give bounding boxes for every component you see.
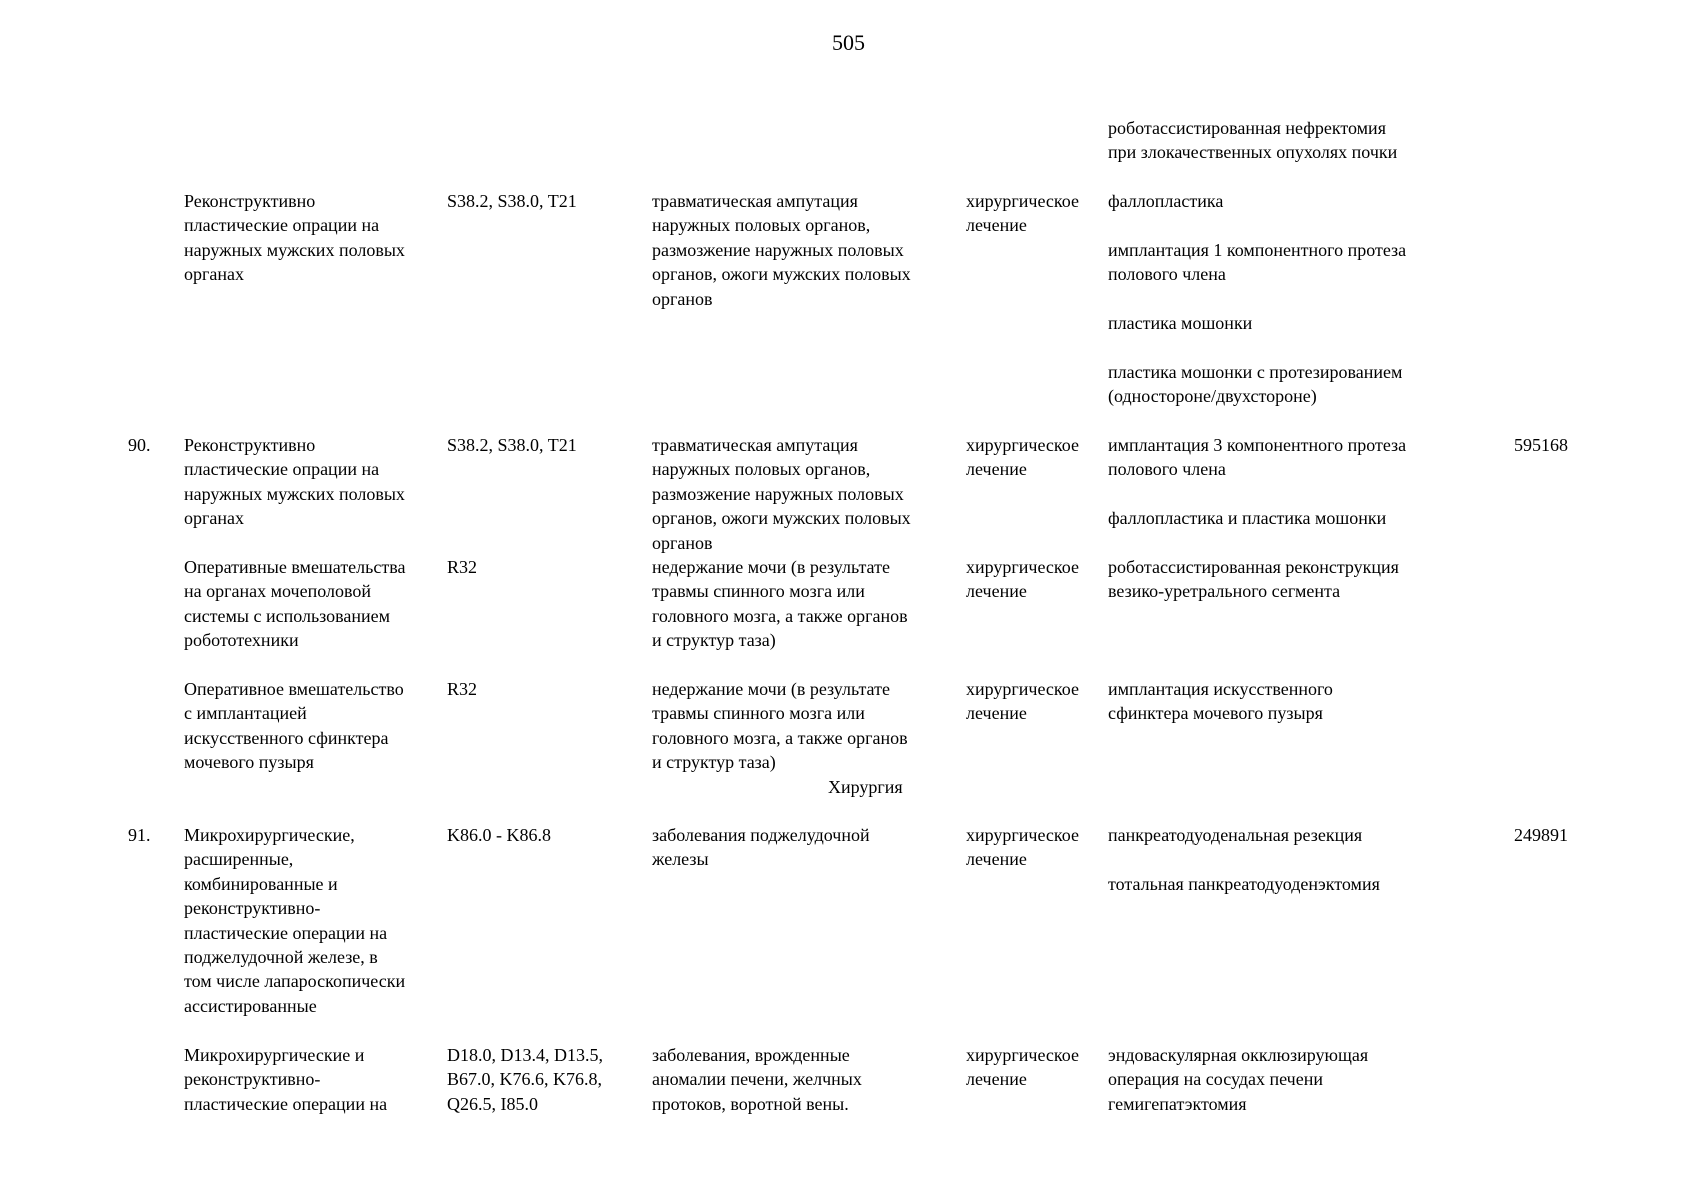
treatment-type: хирургическое лечение	[966, 191, 1079, 236]
section-heading: Хирургия	[828, 777, 903, 797]
method-text: тотальная панкреатодуоденэктомия	[1108, 874, 1380, 894]
diagnosis: заболевания поджелудочной железы	[652, 825, 870, 870]
method-text: имплантация 3 компонентного протеза полового члена	[1108, 435, 1407, 480]
diagnosis: травматическая ампутация наружных половых органов, размозжение наружных половых органов, ожоги мужских половых органов	[652, 435, 911, 553]
diagnosis: заболевания, врожденные аномалии печени, желчных протоков, воротной вены.	[652, 1045, 862, 1114]
method-text: панкреатодуоденальная резекция	[1108, 825, 1363, 845]
icd-codes: D18.0, D13.4, D13.5, B67.0, K76.6, K76.8, Q26.5, I85.0	[447, 1045, 603, 1114]
method-text: фаллопластика	[1108, 191, 1224, 211]
method-text: роботассистированная нефректомия при злокачественных опухолях почки	[1108, 118, 1398, 163]
icd-codes: R32	[447, 679, 478, 699]
row-number: 90.	[128, 435, 151, 455]
service-name: Реконструктивно пластические опрации на наружных мужских половых органах	[184, 435, 405, 529]
service-name: Микрохирургические, расширенные, комбинированные и реконструктивно- пластические операции на поджелудочной железе, в том числе лапароскопически ассистированные	[184, 825, 406, 1016]
method-text: пластика мошонки	[1108, 313, 1253, 333]
icd-codes: S38.2, S38.0, T21	[447, 191, 577, 211]
treatment-type: хирургическое лечение	[966, 435, 1079, 480]
cost-value: 249891	[1514, 825, 1568, 845]
cost-value: 595168	[1514, 435, 1568, 455]
diagnosis: недержание мочи (в результате травмы спинного мозга или головного мозга, а также органов и структур таза)	[652, 557, 908, 651]
icd-codes: K86.0 - K86.8	[447, 825, 551, 845]
icd-codes: S38.2, S38.0, T21	[447, 435, 577, 455]
diagnosis: недержание мочи (в результате травмы спинного мозга или головного мозга, а также органов и структур таза)	[652, 679, 908, 773]
row-number: 91.	[128, 825, 151, 845]
service-name: Оперативные вмешательства на органах мочеполовой системы с использованием робототехники	[184, 557, 406, 651]
method-text: эндоваскулярная окклюзирующая операция на сосудах печени гемигепатэктомия	[1108, 1045, 1369, 1114]
treatment-type: хирургическое лечение	[966, 557, 1079, 602]
method-text: имплантация 1 компонентного протеза полового члена	[1108, 240, 1407, 285]
treatment-type: хирургическое лечение	[966, 1045, 1079, 1090]
method-text: фаллопластика и пластика мошонки	[1108, 508, 1387, 528]
method-text: имплантация искусственного сфинктера мочевого пузыря	[1108, 679, 1333, 724]
method-text: пластика мошонки с протезированием (одностороне/двухстороне)	[1108, 362, 1403, 407]
service-name: Реконструктивно пластические опрации на наружных мужских половых органах	[184, 191, 405, 285]
page-number: 505	[832, 30, 865, 55]
treatment-type: хирургическое лечение	[966, 825, 1079, 870]
method-text: роботассистированная реконструкция везико-уретрального сегмента	[1108, 557, 1399, 602]
icd-codes: R32	[447, 557, 478, 577]
diagnosis: травматическая ампутация наружных половых органов, размозжение наружных половых органов, ожоги мужских половых органов	[652, 191, 911, 309]
service-name: Микрохирургические и реконструктивно- пластические операции на	[184, 1045, 388, 1114]
treatment-type: хирургическое лечение	[966, 679, 1079, 724]
service-name: Оперативное вмешательство с имплантацией искусственного сфинктера мочевого пузыря	[184, 679, 404, 773]
